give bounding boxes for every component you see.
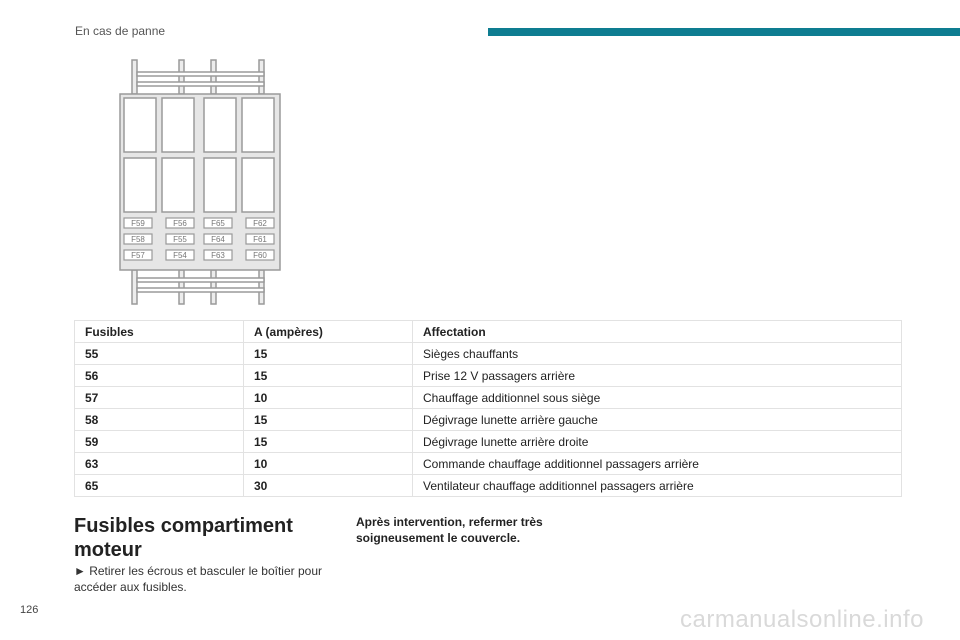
instruction-text: ► Retirer les écrous et basculer le boîtier pour accéder aux fusibles. xyxy=(74,564,322,594)
fuse-label: F57 xyxy=(131,251,145,260)
fuse-label: F55 xyxy=(173,235,187,244)
amperage-cell: 10 xyxy=(244,453,413,475)
table-header-row xyxy=(75,321,902,343)
table-row xyxy=(75,475,902,497)
fuse-label: F58 xyxy=(131,235,145,244)
page-number: 126 xyxy=(20,604,39,616)
fuse-number-cell: 59 xyxy=(75,431,244,453)
fuse-number-cell: 65 xyxy=(75,475,244,497)
assignment-cell: Ventilateur chauffage additionnel passagers arrière xyxy=(413,475,902,497)
watermark: carmanualsonline.info xyxy=(680,606,924,633)
fuse-label: F63 xyxy=(211,251,225,260)
table-row xyxy=(75,409,902,431)
fuse-label: F59 xyxy=(131,219,145,228)
bottom-connectors xyxy=(132,270,264,304)
fuse-box-diagram xyxy=(116,56,284,308)
table-row xyxy=(75,365,902,387)
amperage-cell: 30 xyxy=(244,475,413,497)
fuse-label: F62 xyxy=(253,219,267,228)
fuse-table xyxy=(74,320,902,497)
col-header-fuses: Fusibles xyxy=(75,321,244,343)
fuse-number-cell: 56 xyxy=(75,365,244,387)
table-row xyxy=(75,431,902,453)
note-text: Après intervention, refermer très soigneusement le couvercle. xyxy=(356,515,543,545)
amperage-cell: 15 xyxy=(244,409,413,431)
fuse-label: F56 xyxy=(173,219,187,228)
fuse-number-cell: 63 xyxy=(75,453,244,475)
assignment-cell: Commande chauffage additionnel passagers arrière xyxy=(413,453,902,475)
header-accent-bar xyxy=(488,28,960,36)
table-row xyxy=(75,343,902,365)
assignment-cell: Dégivrage lunette arrière gauche xyxy=(413,409,902,431)
fuse-label: F64 xyxy=(211,235,225,244)
fuse-number-cell: 55 xyxy=(75,343,244,365)
assignment-cell: Prise 12 V passagers arrière xyxy=(413,365,902,387)
fuse-label: F61 xyxy=(253,235,267,244)
col-header-assignment: Affectation xyxy=(413,321,902,343)
assignment-cell: Chauffage additionnel sous siège xyxy=(413,387,902,409)
top-connectors xyxy=(132,60,264,94)
header-section-title: En cas de panne xyxy=(75,24,166,38)
assignment-cell: Dégivrage lunette arrière droite xyxy=(413,431,902,453)
fuse-number-cell: 58 xyxy=(75,409,244,431)
fuse-number-cell: 57 xyxy=(75,387,244,409)
amperage-cell: 15 xyxy=(244,365,413,387)
amperage-cell: 15 xyxy=(244,343,413,365)
fuse-label: F54 xyxy=(173,251,187,260)
table-row xyxy=(75,387,902,409)
table-row xyxy=(75,453,902,475)
section-title: Fusibles compartiment moteur xyxy=(74,515,293,561)
col-header-amperes: A (ampères) xyxy=(244,321,413,343)
fuse-label: F65 xyxy=(211,219,225,228)
amperage-cell: 10 xyxy=(244,387,413,409)
amperage-cell: 15 xyxy=(244,431,413,453)
assignment-cell: Sièges chauffants xyxy=(413,343,902,365)
fuse-label: F60 xyxy=(253,251,267,260)
